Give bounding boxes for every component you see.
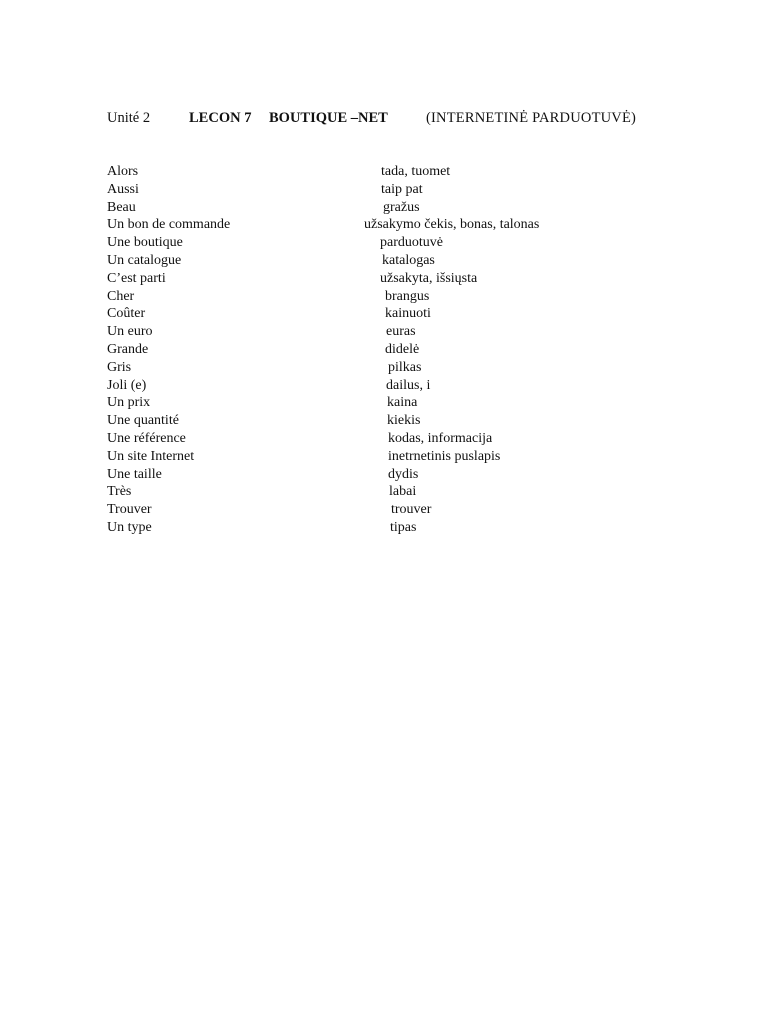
vocab-lithuanian: gražus	[383, 199, 420, 215]
vocab-french: Joli (e)	[107, 377, 147, 393]
vocab-lithuanian: tada, tuomet	[381, 164, 451, 179]
vocab-lithuanian: parduotuvė	[380, 235, 443, 251]
vocab-french: Un site Internet	[107, 448, 195, 464]
vocab-french: Aussi	[107, 181, 139, 197]
vocab-lithuanian: pilkas	[388, 359, 422, 375]
vocab-row	[107, 502, 667, 520]
vocab-lithuanian: užsakyta, išsiųsta	[380, 270, 478, 286]
vocab-french: Un type	[107, 519, 152, 535]
vocab-row	[107, 253, 667, 271]
vocab-french: Trouver	[107, 502, 152, 518]
vocab-row	[107, 395, 667, 413]
vocab-row	[107, 235, 667, 253]
vocab-french: Un euro	[107, 324, 153, 340]
vocab-row	[107, 360, 667, 378]
vocab-row	[107, 200, 667, 218]
vocab-french: Une quantité	[107, 413, 179, 429]
vocabulary-list	[107, 164, 667, 538]
vocab-lithuanian: tipas	[390, 519, 417, 535]
vocab-french: Cher	[107, 288, 135, 304]
vocab-french: Grande	[107, 341, 149, 357]
vocab-lithuanian: inetrnetinis puslapis	[388, 448, 501, 464]
vocab-row	[107, 306, 667, 324]
vocab-lithuanian: dydis	[388, 466, 419, 482]
vocab-row	[107, 413, 667, 431]
vocab-french: Alors	[107, 164, 139, 179]
vocab-row	[107, 520, 667, 538]
vocab-lithuanian: didelė	[385, 341, 420, 357]
vocab-lithuanian: kainuoti	[385, 306, 431, 322]
vocab-row	[107, 484, 667, 502]
vocab-row	[107, 378, 667, 396]
vocab-row	[107, 324, 667, 342]
vocab-french: Une référence	[107, 430, 186, 446]
unit-label: Unité 2	[107, 110, 151, 126]
vocab-row	[107, 164, 667, 182]
vocab-french: Un prix	[107, 395, 151, 411]
vocab-lithuanian: kiekis	[387, 413, 421, 429]
vocab-lithuanian: katalogas	[382, 252, 435, 268]
lesson-label: LECON 7	[189, 110, 252, 126]
vocab-french: Beau	[107, 199, 136, 215]
vocab-row	[107, 342, 667, 360]
lesson-title: BOUTIQUE –NET	[269, 110, 388, 126]
vocab-french: Un bon de commande	[107, 217, 231, 233]
vocab-lithuanian: dailus, i	[386, 377, 431, 393]
vocab-lithuanian: kaina	[387, 395, 418, 411]
lesson-subtitle: (INTERNETINĖ PARDUOTUVĖ)	[426, 110, 637, 126]
vocab-row	[107, 271, 667, 289]
vocab-row	[107, 431, 667, 449]
vocab-french: Très	[107, 484, 132, 500]
vocab-lithuanian: kodas, informacija	[388, 430, 493, 446]
vocab-french: Gris	[107, 359, 132, 375]
vocab-lithuanian: taip pat	[381, 181, 423, 197]
vocab-row	[107, 289, 667, 307]
vocab-lithuanian: brangus	[385, 288, 430, 304]
vocab-french: Une boutique	[107, 235, 183, 251]
vocab-row	[107, 449, 667, 467]
vocab-row	[107, 217, 667, 235]
vocab-french: Une taille	[107, 466, 162, 482]
vocab-lithuanian: trouver	[391, 502, 432, 518]
vocab-lithuanian: euras	[386, 324, 416, 340]
vocab-lithuanian: labai	[389, 484, 417, 500]
vocab-french: Coûter	[107, 306, 146, 322]
vocab-row	[107, 467, 667, 485]
vocab-lithuanian: užsakymo čekis, bonas, talonas	[364, 217, 540, 233]
vocab-row	[107, 182, 667, 200]
vocab-french: C’est parti	[107, 270, 166, 286]
vocab-french: Un catalogue	[107, 252, 182, 268]
